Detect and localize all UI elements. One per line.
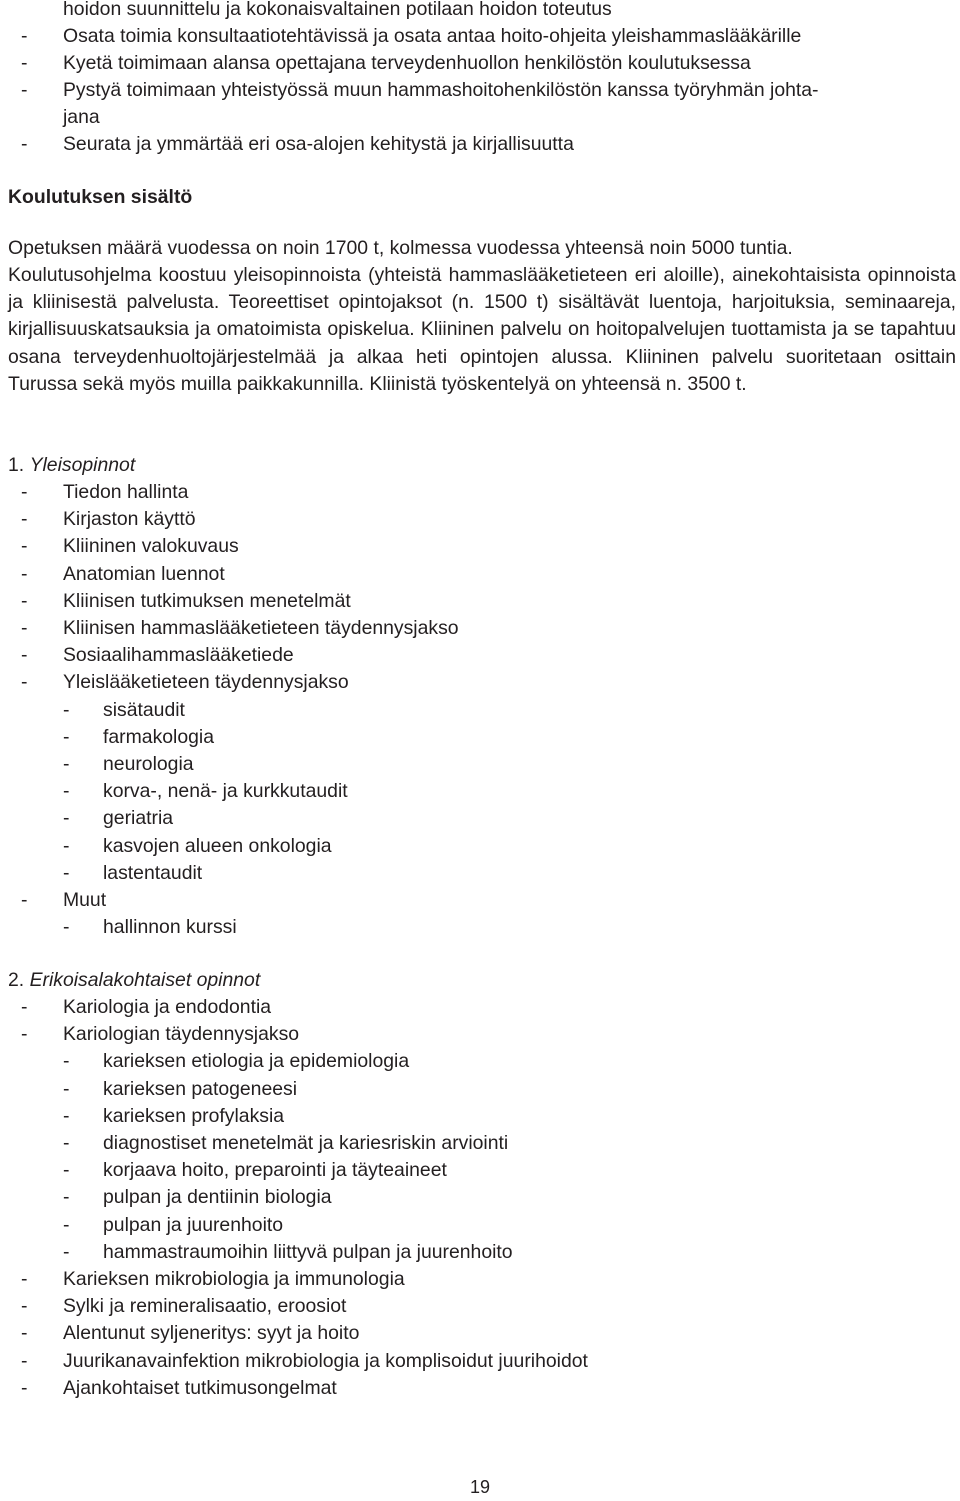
list-item: Muut xyxy=(63,889,107,911)
list-item-dash: - xyxy=(63,1159,70,1182)
list-item: korva-, nenä- ja kurkkutaudit xyxy=(103,780,348,803)
list-item: lastentaudit xyxy=(103,861,203,884)
list-item: Kliininen valokuvaus xyxy=(63,535,239,558)
list-item: Sosiaalihammaslääketiede xyxy=(63,644,294,667)
section-2-title-text: Erikoisalakohtaiset opinnot xyxy=(29,969,261,991)
list-item-dash: - xyxy=(63,753,70,775)
list-item: Yleislääketieteen täydennysjakso xyxy=(63,671,349,694)
list-item: Karieksen mikrobiologia ja immunologia xyxy=(63,1268,405,1290)
list-item-dash: - xyxy=(21,889,28,911)
intro-item-0: hoidon suunnittelu ja kokonaisvaltainen potilaan hoidon toteutus xyxy=(63,0,612,20)
list-item-dash: - xyxy=(21,508,28,531)
list-item: Sylki ja remineralisaatio, eroosiot xyxy=(63,1295,347,1318)
list-item: hammastraumoihin liittyvä pulpan ja juurenhoito xyxy=(103,1240,513,1263)
list-item-dash: - xyxy=(63,916,70,939)
intro-item-4: jana xyxy=(63,106,100,128)
section-2-title xyxy=(8,967,260,994)
intro-item-5: Seurata ja ymmärtää eri osa-alojen kehitystä ja kirjallisuutta xyxy=(63,133,574,155)
list-item: Alentunut syljeneritys: syyt ja hoito xyxy=(63,1322,360,1345)
list-item: kasvojen alueen onkologia xyxy=(103,834,332,857)
section-2-number: 2. xyxy=(8,969,25,991)
list-item-dash: - xyxy=(63,1050,70,1073)
intro-item-1: Osata toimia konsultaatiotehtävissä ja osata antaa hoito-ohjeita yleishammaslääkärille xyxy=(63,25,802,47)
list-item-dash: - xyxy=(21,535,28,558)
section-heading: Koulutuksen sisältö xyxy=(8,186,193,208)
list-item-dash: - xyxy=(21,481,28,503)
list-item-dash: - xyxy=(21,1295,28,1318)
list-item: Kliinisen tutkimuksen menetelmät xyxy=(63,589,351,612)
page-number: 19 xyxy=(469,1477,491,1497)
list-item: sisätaudit xyxy=(103,698,185,721)
list-item-dash: - xyxy=(21,589,28,612)
intro-item-2: Kyetä toimimaan alansa opettajana terveydenhuollon henkilöstön koulutuksessa xyxy=(63,52,751,74)
list-item-dash: - xyxy=(21,1023,28,1046)
section-1-title xyxy=(8,452,135,479)
list-item-dash: - xyxy=(21,562,28,585)
list-item-dash: - xyxy=(21,644,28,667)
list-item: neurologia xyxy=(103,753,194,775)
list-item: diagnostiset menetelmät ja kariesriskin arviointi xyxy=(103,1132,509,1154)
list-item-dash: - xyxy=(63,1213,70,1236)
paragraph-1: Opetuksen määrä vuodessa on noin 1700 t, kolmessa vuodessa yhteensä noin 5000 tuntia. xyxy=(8,237,793,259)
list-item-dash: - xyxy=(21,1322,28,1345)
list-item: Kliinisen hammaslääketieteen täydennysjakso xyxy=(63,617,459,639)
list-item: Juurikanavainfektion mikrobiologia ja komplisoidut juurihoidot xyxy=(63,1349,588,1372)
list-item-dash: - xyxy=(63,1186,70,1209)
list-item-dash: - xyxy=(63,807,70,830)
list-item-dash: - xyxy=(21,1268,28,1290)
list-item-dash: - xyxy=(63,1077,70,1100)
list-item: farmakologia xyxy=(103,725,215,748)
list-item-dash: - xyxy=(21,671,28,694)
list-item: Anatomian luennot xyxy=(63,562,225,585)
list-item-dash: - xyxy=(21,996,28,1018)
list-item-dash: - xyxy=(63,1132,70,1154)
list-item: Ajankohtaiset tutkimusongelmat xyxy=(63,1376,337,1399)
intro-dash-5: - xyxy=(21,133,28,155)
list-item-dash: - xyxy=(21,1349,28,1372)
list-item-dash: - xyxy=(63,780,70,803)
section-1-title-text: Yleisopinnot xyxy=(29,454,136,476)
list-item: Tiedon hallinta xyxy=(63,481,189,503)
list-item: Kirjaston käyttö xyxy=(63,508,196,531)
list-item: Kariologia ja endodontia xyxy=(63,996,272,1018)
list-item-dash: - xyxy=(63,834,70,857)
list-item: pulpan ja juurenhoito xyxy=(103,1213,284,1236)
intro-dash-3: - xyxy=(21,79,28,101)
intro-dash-2: - xyxy=(21,52,28,74)
list-item: karieksen profylaksia xyxy=(103,1104,285,1127)
list-item: Kariologian täydennysjakso xyxy=(63,1023,300,1046)
list-item-dash: - xyxy=(63,1240,70,1263)
list-item-dash: - xyxy=(63,1104,70,1127)
list-item: karieksen patogeneesi xyxy=(103,1077,298,1100)
list-item-dash: - xyxy=(63,725,70,748)
paragraph-2: Koulutusohjelma koostuu yleisopinnoista (yhteistä hammaslääketieteen eri aloille), ainekohtaisista opinnoista ja kliinisestä palvelusta. Teoreettiset opintojaksot (n. 1500 t) sisältävät luentoja, harjoituksia, seminaareja, kirjallisuuskatsauksia ja omatoimista opiskelua. Kliininen palvelu on hoitopalvelujen tuottamista ja se tapahtuu osana terveydenhuoltojärjestelmää ja alkaa heti opintojen alussa. Kliininen palvelu suoritetaan osittain Turussa sekä myös muilla paikkakunnilla. Kliinistä työskentelyä on yhteensä n. 3500 t. xyxy=(8,264,956,395)
list-item: pulpan ja dentiinin biologia xyxy=(103,1186,332,1209)
list-item-dash: - xyxy=(21,617,28,639)
list-item: karieksen etiologia ja epidemiologia xyxy=(103,1050,410,1073)
list-item: hallinnon kurssi xyxy=(103,916,237,939)
list-item-dash: - xyxy=(63,861,70,884)
section-1-number: 1. xyxy=(8,454,25,476)
list-item-dash: - xyxy=(63,698,70,721)
list-item: geriatria xyxy=(103,807,174,830)
list-item: korjaava hoito, preparointi ja täyteaineet xyxy=(103,1159,447,1182)
intro-dash-1: - xyxy=(21,25,28,47)
list-item-dash: - xyxy=(21,1376,28,1399)
intro-item-3: Pystyä toimimaan yhteistyössä muun hammashoitohenkilöstön kanssa työryhmän johta- xyxy=(63,79,819,101)
